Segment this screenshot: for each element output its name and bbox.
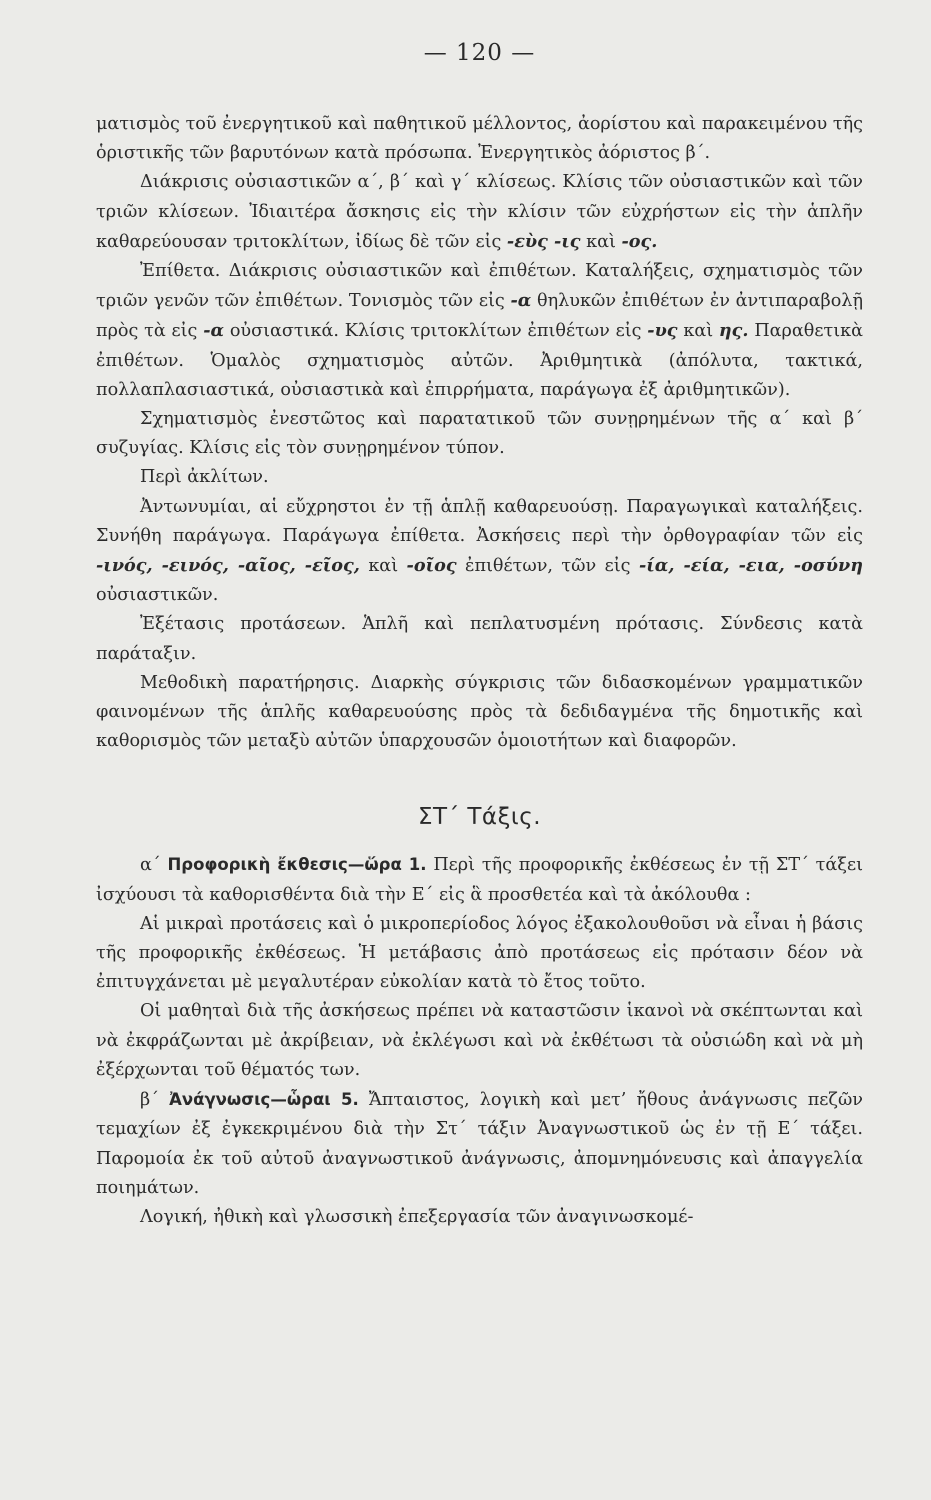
text-run: καὶ <box>677 321 719 342</box>
inflection-ending: -α <box>510 290 532 312</box>
text-block-top <box>96 110 863 756</box>
paragraph <box>96 493 863 611</box>
text-run: Ἄπταιστος, λογικὴ καὶ μετ’ ἤθους ἀνάγνωσις πεζῶν τεμαχίων ἐξ ἐγκεκριμένου διὰ τὴν Στ΄ τάξιν Ἀναγνωστικοῦ ὡς ἐν τῇ Ε΄ τάξει. Παρομοία ἐκ τοῦ αὐτοῦ ἀναγνωστικοῦ ἀνάγνωσις, ἀπομνημόνευσις καὶ ἀπαγγελία ποιημάτων. <box>96 1090 864 1198</box>
text-run: Οἱ μαθηταὶ διὰ τῆς ἀσκήσεως πρέπει νὰ καταστῶσιν ἱκανοὶ νὰ σκέπτωνται καὶ νὰ ἐκφράζωνται μὲ ἀκρίβειαν, νὰ ἐκλέγωσι καὶ νὰ ἐκθέτωσι τὰ οὐσιώδη καὶ νὰ μὴ ἐξέρχωνται τοῦ θέματός των. <box>96 1001 863 1080</box>
paragraph <box>96 1085 863 1203</box>
text-run: οὐσιαστικά. Κλίσις τριτοκλίτων ἐπιθέτων εἰς <box>224 321 648 342</box>
page-number: — 120 — <box>423 40 536 66</box>
text-run: ματισμὸς τοῦ ἐνεργητικοῦ καὶ παθητικοῦ μέλλοντος, ἀορίστου καὶ παρακειμένου τῆς ὁριστικῆς τῶν βαρυτόνων κατὰ πρόσωπα. Ἐνεργητικὸς ἀόριστος β΄. <box>96 114 863 164</box>
text-run: Μεθοδικὴ παρατήρησις. Διαρκὴς σύγκρισις τῶν διδασκομένων γραμματικῶν φαινομένων τῆς ἁπλῆς καθαρευούσης πρὸς τὰ δεδιδαγμένα τῆς δημοτικῆς καὶ καθορισμὸς τῶν μεταξὺ αὐτῶν ὑπαρχουσῶν ὁμοιοτήτων καὶ διαφορῶν. <box>96 672 863 752</box>
text-run: Σχηματισμὸς ἐνεστῶτος καὶ παρατατικοῦ τῶν συνῃρημένων τῆς α΄ καὶ β΄ συζυγίας. Κλίσις εἰς τὸν συνῃρημένον τύπον. <box>96 409 863 459</box>
inflection-ending: -υς <box>647 320 678 342</box>
text-run: ἐπιθέτων, τῶν εἰς <box>456 556 639 577</box>
text-run: β΄ <box>140 1090 170 1111</box>
inflection-ending: ης. <box>718 320 749 342</box>
text-run: Περὶ τῆς προφορικῆς ἐκθέσεως ἐν τῇ ΣΤ΄ τάξει ἰσχύουσι τὰ καθορισθέντα διὰ τὴν Ε΄ εἰς ἃ προσθετέα καὶ τὰ ἀκόλουθα : <box>96 855 863 905</box>
paragraph <box>96 405 863 463</box>
text-run: Διάκρισις οὐσιαστικῶν α΄, β΄ καὶ γ΄ κλίσεως. Κλίσις τῶν οὐσιαστικῶν καὶ τῶν τριῶν κλίσεων. Ἰδιαιτέρα ἄσκησις εἰς τὴν κλίσιν τῶν εὐχρήστων εἰς τὴν ἁπλῆν καθαρεύουσαν τριτοκλίτων, ἰδίως δὲ τῶν εἰς <box>96 172 863 252</box>
text-run: καὶ <box>580 231 622 252</box>
paragraph <box>96 997 863 1085</box>
text-run: Περὶ ἀκλίτων. <box>140 467 269 488</box>
subsection-title: Ἀνάγνωσις—ὧραι 5. <box>169 1090 359 1110</box>
paragraph <box>96 910 863 998</box>
text-run: Αἱ μικραὶ προτάσεις καὶ ὁ μικροπερίοδος λόγος ἐξακολουθοῦσι νὰ εἶναι ἡ βάσις τῆς προφορικῆς ἐκθέσεως. Ἡ μετάβασις ἀπὸ προτάσεως εἰς πρότασιν δέον νὰ ἐπιτυγχάνεται μὲ μεγαλυτέραν εὐκολίαν κατὰ τὸ ἔτος τοῦτο. <box>96 913 863 993</box>
paragraph <box>96 110 863 168</box>
text-run: Λογική, ἠθικὴ καὶ γλωσσικὴ ἐπεξεργασία τῶν ἀναγινωσκομέ- <box>140 1206 694 1227</box>
paragraph <box>96 1203 863 1232</box>
paragraph <box>96 610 863 668</box>
text-run: Ἀντωνυμίαι, αἱ εὔχρηστοι ἐν τῇ ἁπλῇ καθαρευούσῃ. Παραγωγικαὶ καταλήξεις. Συνήθη παράγωγα. Παράγωγα ἐπίθετα. Ἀσκήσεις περὶ τὴν ὀρθογραφίαν τῶν εἰς <box>96 496 863 546</box>
inflection-ending: -εὺς -ις <box>506 230 581 252</box>
paragraph <box>96 257 863 405</box>
text-run: οὐσιαστικῶν. <box>96 585 219 606</box>
section-heading: ΣΤ΄ Τάξις. <box>417 804 542 831</box>
text-run: Παραθετικὰ ἐπιθέτων. Ὁμαλὸς σχηματισμὸς αὐτῶν. Ἀριθμητικὰ (ἀπόλυτα, τακτικά, πολλαπλασιαστικά, οὐσιαστικὰ καὶ ἐπιρρήματα, παράγωγα ἐξ ἀριθμητικῶν). <box>96 321 863 400</box>
text-run: α΄ <box>140 855 168 876</box>
inflection-ending: -ινός, -εινός, -αῖος, -εῖος, <box>96 555 360 577</box>
text-block-bottom <box>96 850 863 1232</box>
paragraph <box>96 463 863 492</box>
inflection-ending: -ος. <box>621 230 658 252</box>
text-run: Ἐξέτασις προτάσεων. Ἁπλῆ καὶ πεπλατυσμένη πρότασις. Σύνδεσις κατὰ παράταξιν. <box>96 614 863 664</box>
paragraph <box>96 168 863 257</box>
text-run: θηλυκῶν ἐπιθέτων ἐν ἀντιπαραβολῇ πρὸς τὰ εἰς <box>96 291 863 342</box>
inflection-ending: -α <box>203 320 225 342</box>
inflection-ending: -οῖος <box>406 555 457 577</box>
text-run: καὶ <box>359 556 407 577</box>
inflection-ending: -ία, -εία, -εια, -οσύνη <box>638 555 863 577</box>
paragraph <box>96 850 863 909</box>
paragraph <box>96 669 863 757</box>
subsection-title: Προφορικὴ ἔκθεσις—ὥρα 1. <box>167 855 427 875</box>
text-run: Ἐπίθετα. Διάκρισις οὐσιαστικῶν καὶ ἐπιθέτων. Καταλήξεις, σχηματισμὸς τῶν τριῶν γενῶν τῶν ἐπιθέτων. Τονισμὸς τῶν εἰς <box>96 261 863 312</box>
